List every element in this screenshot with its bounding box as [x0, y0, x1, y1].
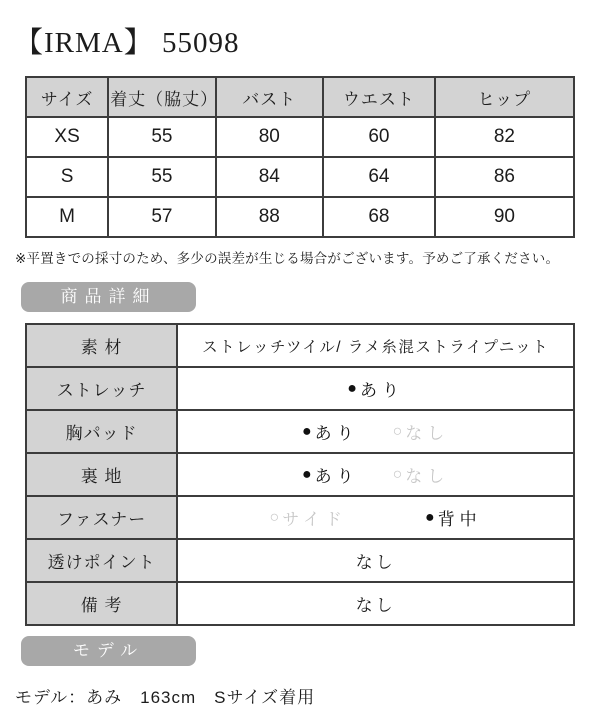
- size-value-cell: 64: [323, 157, 435, 197]
- measurement-note: ※平置きでの採寸のため、多少の誤差が生じる場合がございます。予めご了承ください。: [15, 251, 560, 266]
- size-table-header-row: [26, 77, 574, 117]
- detail-row-label: 素 材: [26, 324, 177, 367]
- option-label: あり: [314, 424, 359, 443]
- detail-row-label: 備 考: [26, 582, 177, 625]
- option-group: [179, 419, 572, 444]
- option-selected: [302, 462, 359, 487]
- radio-empty-icon: ○: [392, 465, 403, 483]
- radio-empty-icon: ○: [269, 508, 280, 526]
- size-header-cell: ウエスト: [323, 77, 435, 117]
- option-label: なし: [405, 424, 450, 443]
- option-group: [179, 376, 572, 401]
- option-label: サイド: [282, 510, 348, 529]
- option-unselected: [270, 505, 347, 530]
- option-selected: [425, 505, 482, 530]
- detail-row-stretch: [26, 367, 574, 410]
- product-details-table: [25, 323, 575, 626]
- size-value-cell: 57: [108, 197, 215, 237]
- detail-row-label: 胸パッド: [26, 410, 177, 453]
- model-info: モデル：あみ 163cm Sサイズ着用: [15, 688, 316, 707]
- radio-filled-icon: ●: [425, 508, 435, 526]
- detail-value: [177, 453, 574, 496]
- radio-filled-icon: ●: [301, 465, 312, 483]
- size-value-cell: 55: [108, 157, 215, 197]
- option-label: あり: [359, 381, 404, 400]
- size-header-cell: ヒップ: [435, 77, 574, 117]
- option-label: あり: [314, 467, 359, 486]
- size-value-cell: 60: [323, 117, 435, 157]
- detail-row-lining: [26, 453, 574, 496]
- option-selected: [347, 376, 404, 401]
- size-value-cell: 86: [435, 157, 574, 197]
- option-unselected: [393, 419, 450, 444]
- radio-empty-icon: ○: [392, 422, 403, 440]
- detail-value: [177, 367, 574, 410]
- detail-row-chest-pad: [26, 410, 574, 453]
- size-table-row-s: [26, 157, 574, 197]
- option-unselected: [393, 462, 450, 487]
- size-header-cell: サイズ: [26, 77, 108, 117]
- size-table-row-xs: [26, 117, 574, 157]
- option-group: [179, 505, 572, 530]
- option-selected: [302, 419, 359, 444]
- size-table-row-m: [26, 197, 574, 237]
- size-value-cell: 80: [216, 117, 323, 157]
- size-header-cell: バスト: [216, 77, 323, 117]
- option-group: [179, 462, 572, 487]
- detail-row-remarks: [26, 582, 574, 625]
- detail-row-label: ファスナー: [26, 496, 177, 539]
- size-value-cell: 88: [216, 197, 323, 237]
- detail-row-label: 透けポイント: [26, 539, 177, 582]
- size-value-cell: 90: [435, 197, 574, 237]
- detail-value: なし: [177, 539, 574, 582]
- detail-row-material: [26, 324, 574, 367]
- size-value-cell: 82: [435, 117, 574, 157]
- option-label: 背中: [437, 510, 482, 529]
- size-value-cell: S: [26, 157, 108, 197]
- radio-filled-icon: ●: [347, 379, 357, 397]
- size-value-cell: 68: [323, 197, 435, 237]
- size-value-cell: M: [26, 197, 108, 237]
- detail-row-sheer-point: [26, 539, 574, 582]
- size-value-cell: XS: [26, 117, 108, 157]
- detail-value: ストレッチツイル/ ラメ糸混ストライプニット: [177, 324, 574, 367]
- page-title: 【IRMA】 55098: [14, 27, 240, 59]
- option-label: なし: [405, 467, 450, 486]
- detail-row-fastener: [26, 496, 574, 539]
- detail-row-label: 裏 地: [26, 453, 177, 496]
- detail-value: なし: [177, 582, 574, 625]
- section-badge-details: 商品詳細: [21, 282, 196, 312]
- size-table: [25, 76, 575, 238]
- size-value-cell: 55: [108, 117, 215, 157]
- radio-filled-icon: ●: [301, 422, 312, 440]
- detail-row-label: ストレッチ: [26, 367, 177, 410]
- size-header-cell: 着丈（脇丈）: [108, 77, 215, 117]
- size-value-cell: 84: [216, 157, 323, 197]
- section-badge-model: モデル: [21, 636, 196, 666]
- detail-value: [177, 496, 574, 539]
- detail-value: [177, 410, 574, 453]
